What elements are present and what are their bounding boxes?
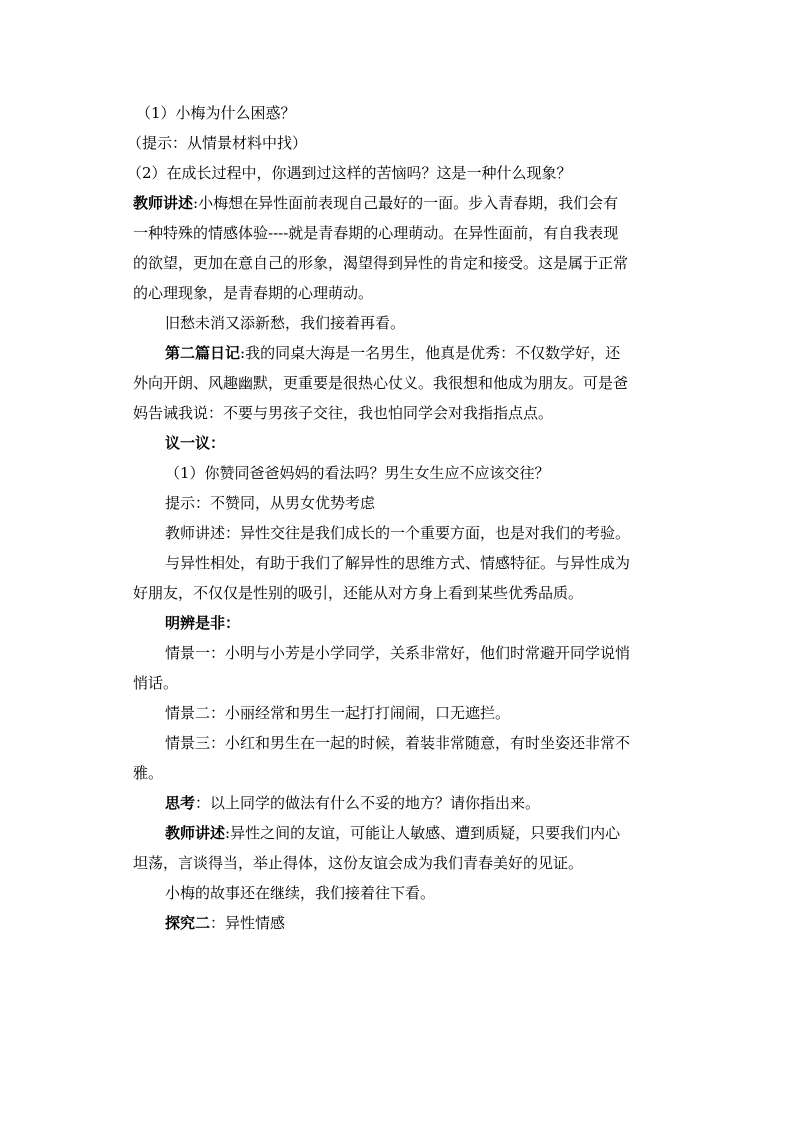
transition-2: 小梅的故事还在继续，我们接着往下看。 (165, 884, 436, 902)
teacher-remark-2-line-3: 好朋友，不仅仅是性别的吸引，还能从对方身上看到某些优秀品质。 (133, 584, 584, 602)
document-body (127, 98, 663, 938)
discuss-hint: 提示：不赞同，从男女优势考虑 (165, 494, 376, 512)
scene-2: 情景二：小丽经常和男生一起打打闹闹，口无遮拦。 (165, 704, 511, 722)
teacher-remark-2-line-1: 教师讲述：异性交往是我们成长的一个重要方面，也是对我们的考验。 (165, 524, 631, 542)
diary-2-text: :我的同桌大海是一名男生，他真是优秀：不仅数学好，还 (240, 344, 621, 362)
explore-2-text: ：异性情感 (210, 914, 286, 932)
teacher-remark-3-lead: 教师讲述 (165, 824, 226, 842)
scene-1-line-2: 悄话。 (133, 674, 179, 692)
teacher-remark-3-line-1 (133, 818, 663, 848)
think-lead: 思考 (165, 794, 196, 812)
diary-2-line-2: 外向开朗、风趣幽默，更重要是很热心仗义。我很想和他成为朋友。可是爸 (133, 374, 629, 392)
judge-heading: 明辨是非： (165, 614, 241, 632)
teacher-remark-2-line-2: 与异性相处，有助于我们了解异性的思维方式、情感特征。与异性成为 (165, 554, 631, 572)
teacher-remark-text: :小梅想在异性面前表现自己最好的一面。步入青春期，我们会有 (193, 194, 619, 212)
scene-3-line-1: 情景三：小红和男生在一起的时候，着装非常随意，有时坐姿还非常不 (165, 734, 631, 752)
question-1: （1）小梅为什么困惑？ (136, 104, 296, 122)
discuss-heading: 议一议： (165, 434, 226, 452)
scene-1-line-1: 情景一：小明与小芳是小学同学，关系非常好，他们时常避开同学说悄 (165, 644, 631, 662)
teacher-remark-3-text: :异性之间的友谊，可能让人敏感、遭到质疑，只要我们内心 (225, 824, 621, 842)
teacher-remark-1-line-1 (133, 188, 663, 218)
scene-3-line-2: 雅。 (133, 764, 164, 782)
teacher-remark-1-line-3: 的欲望，更加在意自己的形象，渴望得到异性的肯定和接受。这是属于正常 (133, 254, 629, 272)
transition-1: 旧愁未消又添新愁，我们接着再看。 (165, 314, 406, 332)
explore-2-lead: 探究二 (165, 914, 211, 932)
diary-2-line-3: 妈告诫我说：不要与男孩子交往，我也怕同学会对我指指点点。 (133, 404, 554, 422)
question-2: （2）在成长过程中，你遇到过这样的苦恼吗？这是一种什么现象？ (127, 164, 572, 182)
diary-2-line-1 (133, 338, 663, 368)
think-text: ：以上同学的做法有什么不妥的地方？请你指出来。 (195, 794, 541, 812)
teacher-remark-3-line-2: 坦荡，言谈得当，举止得体，这份友谊会成为我们青春美好的见证。 (133, 854, 584, 872)
teacher-remark-1-line-2: 一种特殊的情感体验----就是青春期的心理萌动。在异性面前，有自我表现 (133, 224, 619, 242)
diary-2-lead: 第二篇日记 (165, 344, 241, 362)
teacher-remark-lead: 教师讲述 (133, 194, 194, 212)
discuss-question-1: （1）你赞同爸爸妈妈的看法吗？男生女生应不应该交往？ (165, 464, 550, 482)
think-line (133, 788, 663, 818)
hint-1: （提示：从情景材料中找） (127, 134, 308, 152)
explore-2-heading (133, 908, 663, 938)
teacher-remark-1-line-4: 的心理现象，是青春期的心理萌动。 (133, 284, 374, 302)
